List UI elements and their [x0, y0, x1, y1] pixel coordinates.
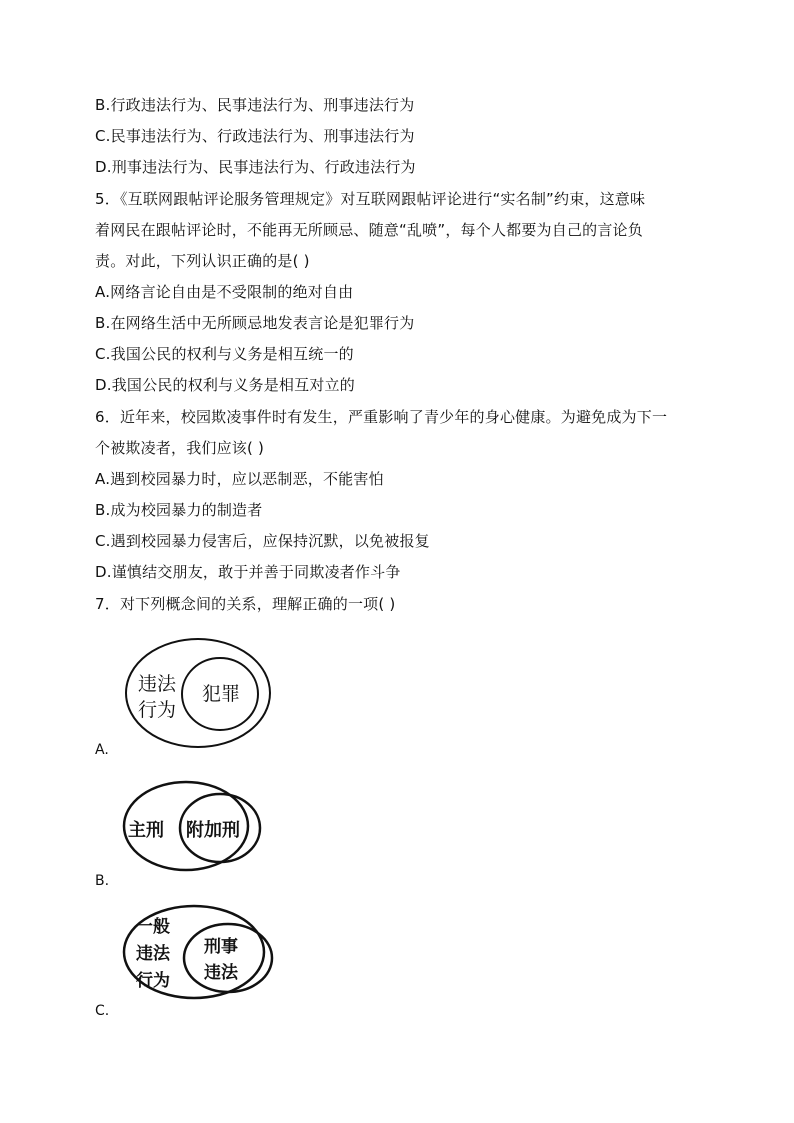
- q6-stem-line-1: 6．近年来，校园欺凌事件时有发生，严重影响了青少年的身心健康。为避免成为下一: [95, 408, 668, 426]
- venn-diagram-c: [120, 904, 280, 1000]
- outer-label-line-1: 违法: [138, 673, 177, 695]
- outer-label-line-3: 行为: [136, 971, 170, 991]
- q5-option-c: C.我国公民的权利与义务是相互统一的: [95, 345, 354, 363]
- q5-stem-line-3: 责。对此，下列认识正确的是( ): [95, 252, 310, 270]
- inner-label-line-2: 违法: [204, 963, 238, 983]
- q6-option-c: C.遇到校园暴力侵害后，应保持沉默，以免被报复: [95, 532, 430, 550]
- q5-stem-line-1: 5．《互联网跟帖评论服务管理规定》对互联网跟帖评论进行“实名制”约束，这意味: [95, 190, 646, 208]
- q7-stem: 7．对下列概念间的关系，理解正确的一项( ): [95, 595, 396, 613]
- inner-label: 犯罪: [202, 683, 241, 705]
- inner-label-line-1: 刑事: [204, 937, 238, 957]
- q4-option-b: B.行政违法行为、民事违法行为、刑事违法行为: [95, 96, 415, 114]
- venn-diagram-a: [120, 636, 280, 750]
- outer-label-line-2: 行为: [138, 699, 177, 721]
- q5-option-a: A.网络言论自由是不受限制的绝对自由: [95, 283, 354, 301]
- q5-stem-line-2: 着网民在跟帖评论时，不能再无所顾忌、随意“乱喷”，每个人都要为自己的言论负: [95, 221, 643, 239]
- q5-option-b: B.在网络生活中无所顾忌地发表言论是犯罪行为: [95, 314, 415, 332]
- q6-option-a: A.遇到校园暴力时，应以恶制恶，不能害怕: [95, 470, 384, 488]
- q6-option-b: B.成为校园暴力的制造者: [95, 501, 263, 519]
- outer-label-line-1: 一般: [136, 917, 170, 937]
- venn-diagram-b: [116, 778, 266, 874]
- q4-option-d: D.刑事违法行为、民事违法行为、行政违法行为: [95, 158, 416, 176]
- outer-label: 主刑: [128, 820, 164, 841]
- q7-option-a-letter: A.: [95, 742, 109, 758]
- q4-option-c: C.民事违法行为、行政违法行为、刑事违法行为: [95, 127, 415, 145]
- q5-option-d: D.我国公民的权利与义务是相互对立的: [95, 376, 355, 394]
- inner-label: 附加刑: [186, 820, 240, 841]
- q7-option-b-letter: B.: [95, 873, 110, 889]
- q6-option-d: D.谨慎结交朋友，敢于并善于同欺凌者作斗争: [95, 563, 401, 581]
- q7-option-c-letter: C.: [95, 1003, 110, 1019]
- outer-label-line-2: 违法: [136, 944, 170, 964]
- q6-stem-line-2: 个被欺凌者，我们应该( ): [95, 439, 265, 457]
